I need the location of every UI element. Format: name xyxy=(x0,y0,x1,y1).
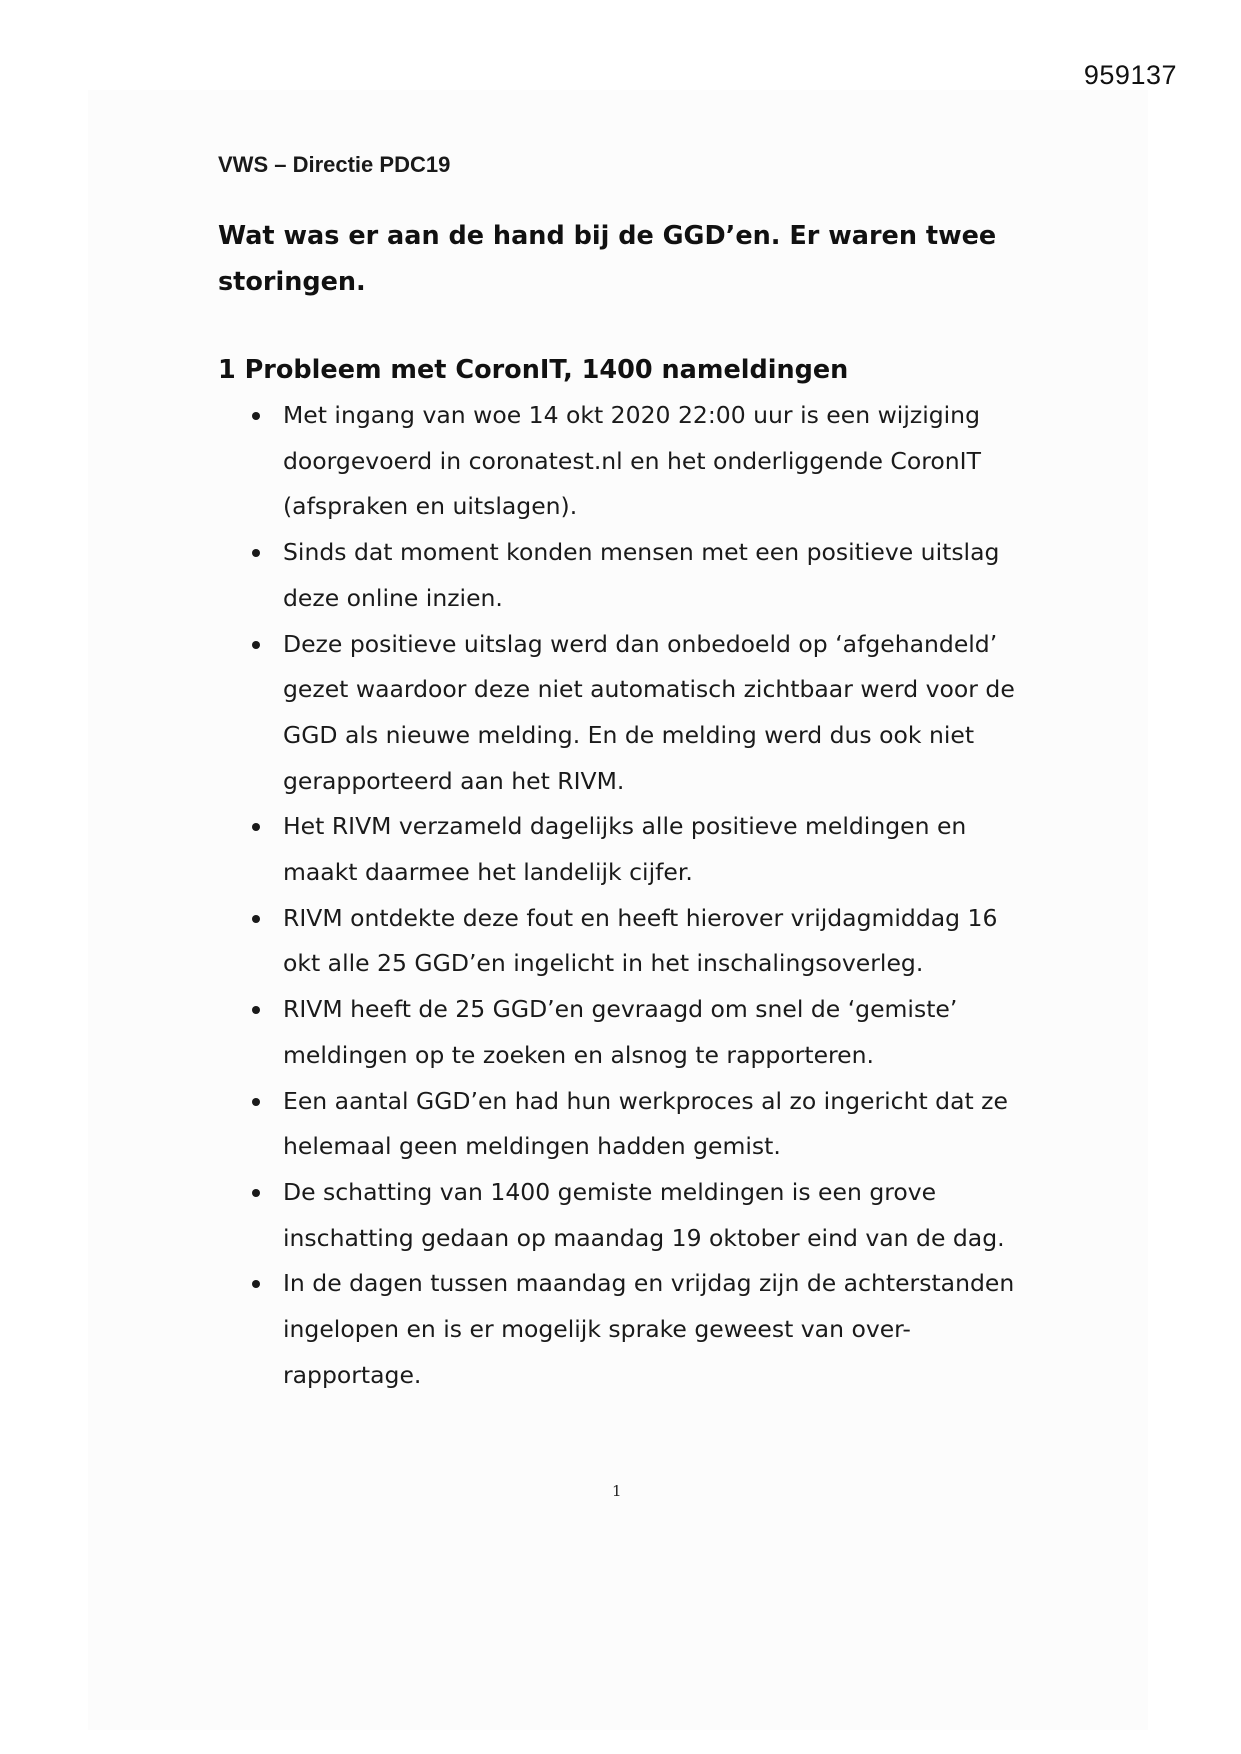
department-header: VWS – Directie PDC19 xyxy=(218,152,451,177)
bullet-dot-icon xyxy=(252,1189,260,1197)
list-item-text: Het RIVM verzameld dagelijks alle positieve meldingen en maakt daarmee het landelijk cijfer. xyxy=(283,812,967,887)
list-item-text: RIVM ontdekte deze fout en heeft hierover vrijdagmiddag 16 okt alle 25 GGD’en ingelicht in het inschalingsoverleg. xyxy=(283,903,998,978)
list-item xyxy=(248,393,1038,530)
bullet-dot-icon xyxy=(252,1280,260,1288)
list-item xyxy=(248,622,1038,805)
bullet-dot-icon xyxy=(252,1098,260,1106)
bullet-dot-icon xyxy=(252,823,260,831)
bullet-dot-icon xyxy=(252,412,260,420)
list-item-text: Deze positieve uitslag werd dan onbedoeld op ‘afgehandeld’ gezet waardoor deze niet automatisch zichtbaar werd voor de GGD als nieuwe melding. En de melding werd dus ook niet gerapporteerd aan het RIVM. xyxy=(283,629,1015,795)
list-item xyxy=(248,1170,1038,1261)
list-item-text: RIVM heeft de 25 GGD’en gevraagd om snel de ‘gemiste’ meldingen op te zoeken en alsnog te rapporteren. xyxy=(283,995,958,1069)
list-item-text: Een aantal GGD’en had hun werkproces al zo ingericht dat ze helemaal geen meldingen hadden gemist. xyxy=(283,1086,1008,1161)
list-item-text: In de dagen tussen maandag en vrijdag zijn de achterstanden ingelopen en is er mogelijk sprake geweest van over-rapportage. xyxy=(283,1269,1015,1389)
list-item xyxy=(248,987,1038,1078)
bullet-dot-icon xyxy=(252,641,260,649)
list-item xyxy=(248,804,1038,895)
section-heading: 1 Probleem met CoronIT, 1400 nameldingen xyxy=(218,355,849,385)
list-item-text: Sinds dat moment konden mensen met een positieve uitslag deze online inzien. xyxy=(283,538,1000,612)
list-item-text: Met ingang van woe 14 okt 2020 22:00 uur is een wijziging doorgevoerd in coronatest.nl en het onderliggende CoronIT (afspraken en uitslagen). xyxy=(283,401,981,521)
page-title: Wat was er aan de hand bij de GGD’en. Er waren twee storingen. xyxy=(218,221,997,297)
bullet-dot-icon xyxy=(252,1006,260,1014)
page-number: 1 xyxy=(612,1482,622,1500)
list-item xyxy=(248,1261,1038,1398)
list-item xyxy=(248,896,1038,987)
list-item xyxy=(248,530,1038,621)
document-number: 959137 xyxy=(1083,60,1177,90)
bullet-dot-icon xyxy=(252,915,260,923)
bullet-dot-icon xyxy=(252,549,260,557)
bullet-list xyxy=(248,393,1038,1398)
list-item-text: De schatting van 1400 gemiste meldingen is een grove inschatting gedaan op maandag 19 oktober eind van de dag. xyxy=(283,1177,1005,1252)
list-item xyxy=(248,1079,1038,1170)
